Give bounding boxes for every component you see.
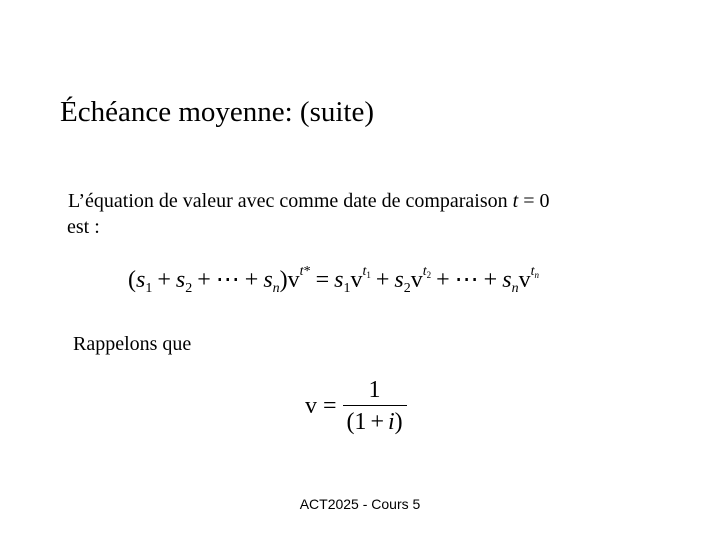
intro-paragraph bbox=[68, 188, 668, 240]
eq-rhs-s1: s bbox=[334, 267, 344, 293]
eq-rhs-v1: v bbox=[350, 267, 363, 293]
eq-tn-index: n bbox=[534, 270, 539, 280]
eq-sn-index: n bbox=[272, 281, 280, 296]
eq-s1-index: 1 bbox=[145, 281, 153, 296]
den-open: (1 bbox=[346, 408, 367, 435]
eq-rhs-s1-index: 1 bbox=[343, 281, 351, 296]
eq-rhs-vn-exponent bbox=[531, 264, 539, 279]
eq-plus-5: + bbox=[436, 267, 450, 293]
eq-sn: s bbox=[263, 267, 273, 293]
eq-tn: t bbox=[530, 264, 535, 279]
eq-rhs-vn: v bbox=[518, 267, 531, 293]
intro-variable-t: t bbox=[512, 190, 519, 212]
eq-rhs-sn: s bbox=[502, 267, 512, 293]
recall-text: Rappelons que bbox=[73, 333, 192, 355]
fraction-equals: = bbox=[323, 392, 337, 419]
eq-close-paren: ) bbox=[279, 267, 288, 293]
value-equation bbox=[128, 262, 539, 298]
eq-plus-4: + bbox=[375, 267, 390, 293]
den-plus: + bbox=[370, 408, 384, 435]
eq-plus-2: + bbox=[197, 267, 211, 293]
intro-text-part2: = 0 bbox=[518, 190, 550, 212]
eq-rhs-s2: s bbox=[394, 267, 404, 293]
eq-rhs-v1-exponent bbox=[362, 264, 370, 279]
slide-footer: ACT2025 - Cours 5 bbox=[299, 496, 421, 512]
eq-rhs-v2: v bbox=[410, 267, 423, 293]
eq-dots-2: ⋯ bbox=[454, 267, 479, 293]
eq-v-lhs-exponent bbox=[300, 264, 311, 279]
eq-t2-index: 2 bbox=[426, 270, 432, 280]
fraction bbox=[343, 377, 407, 436]
discount-factor-equation bbox=[305, 374, 407, 438]
eq-open-paren: ( bbox=[128, 267, 136, 293]
eq-s1: s bbox=[136, 267, 146, 293]
eq-dots-1: ⋯ bbox=[215, 267, 240, 293]
eq-t1-index: 1 bbox=[366, 270, 371, 280]
eq-s2-index: 2 bbox=[185, 281, 193, 296]
den-var-i: i bbox=[387, 408, 395, 435]
eq-t1: t bbox=[362, 264, 367, 279]
eq-t2: t bbox=[422, 264, 427, 279]
slide-title: Échéance moyenne: (suite) bbox=[60, 96, 375, 128]
fraction-numerator: 1 bbox=[368, 376, 381, 403]
eq-v-lhs: v bbox=[287, 267, 300, 293]
fraction-denominator bbox=[346, 406, 402, 436]
den-close: ) bbox=[394, 408, 403, 435]
fraction-lhs-v: v bbox=[305, 392, 317, 419]
eq-plus-1: + bbox=[157, 267, 171, 293]
eq-rhs-sn-index: n bbox=[511, 281, 519, 296]
eq-star: * bbox=[303, 264, 311, 279]
eq-plus-3: + bbox=[244, 267, 259, 293]
eq-equals: = bbox=[315, 267, 330, 293]
eq-plus-6: + bbox=[483, 267, 498, 293]
eq-s2: s bbox=[175, 267, 186, 293]
intro-text-part1: L’équation de valeur avec comme date de comparaison bbox=[68, 190, 513, 212]
eq-rhs-s2-index: 2 bbox=[403, 281, 411, 296]
intro-text-line2: est : bbox=[67, 216, 100, 238]
eq-t-star: t bbox=[299, 264, 304, 279]
eq-rhs-v2-exponent bbox=[423, 264, 431, 279]
